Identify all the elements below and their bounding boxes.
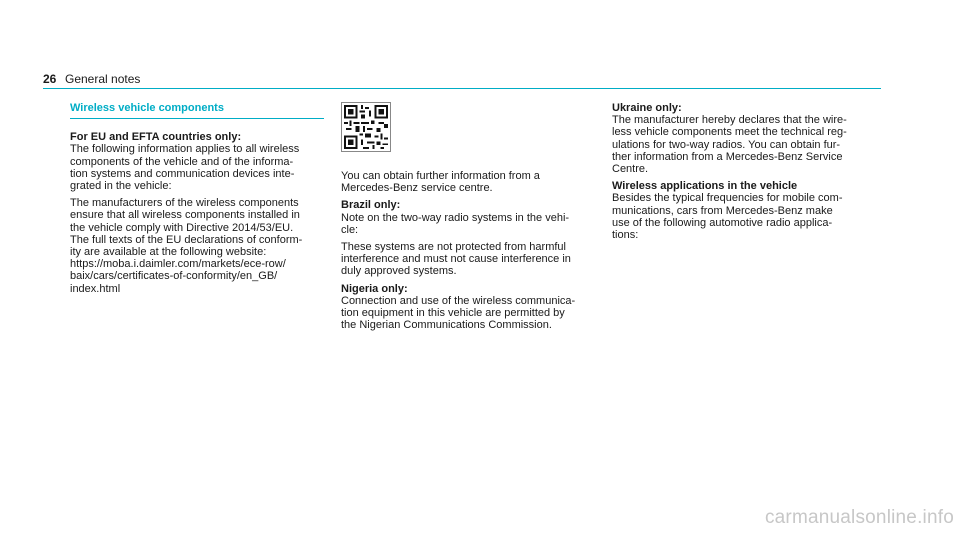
declaration-url-line-3: index.html [70, 282, 121, 295]
wireless-applications-heading: Wireless applications in the vehicle [612, 180, 798, 193]
section-title-rule [70, 118, 324, 119]
nigeria-paragraph: Connection and use of the wireless communica- tion equipment in this vehicle are permitted by the Nigerian Communications Commission. [341, 294, 576, 332]
wireless-applications-paragraph: Besides the typical frequencies for mobile com- munications, cars from Mercedes-Benz make use of the following automotive radio applica- tions: [612, 192, 843, 242]
ukraine-heading: Ukraine only: [612, 102, 682, 114]
header-rule [43, 88, 881, 89]
eu-efta-heading: For EU and EFTA countries only: [70, 131, 242, 144]
eu-info-paragraph: The following information applies to all wireless components of the vehicle and of the informa- tion systems and communication devices inte- grated in the vehicle: [70, 143, 300, 193]
ukraine-paragraph: The manufacturer hereby declares that the wire- less vehicle components meet the technical reg- ulations for two-way radios. You can obtain fur- ther information from a Mercedes-Benz Service Centre. [612, 114, 847, 176]
brazil-interference-paragraph: These systems are not protected from harmful interference and must not cause interference in duly approved systems. [341, 241, 571, 278]
brazil-note: Note on the two-way radio systems in the vehi- cle: [341, 211, 570, 236]
section-name: General notes [65, 72, 141, 86]
qr-code-icon [341, 102, 391, 152]
column-2 [341, 102, 593, 336]
page-header [43, 72, 881, 92]
watermark: carmanualsonline.info [764, 507, 954, 528]
column-1 [70, 102, 324, 300]
eu-declaration-paragraph: The manufacturers of the wireless components ensure that all wireless components installed in the vehicle comply with Directive 2014/53/EU. The full texts of the EU declarations of conform- ity are available at the following website: https://moba.i.daimler.com/markets/ece-row/ baix/cars/certificates-of-conformity/en_GB/ index.html [70, 197, 324, 295]
nigeria-heading: Nigeria only: [341, 282, 408, 295]
page-number: 26 [43, 72, 57, 86]
column-3 [612, 102, 862, 246]
brazil-heading: Brazil only: [341, 199, 401, 212]
declaration-url-line-1: https://moba.i.daimler.com/markets/ece-row/ [70, 258, 286, 271]
declaration-url-line-2: baix/cars/certificates-of-conformity/en_GB/ [70, 270, 278, 283]
section-title: Wireless vehicle components [70, 102, 224, 114]
service-centre-info: You can obtain further information from a Mercedes-Benz service centre. [341, 170, 540, 195]
